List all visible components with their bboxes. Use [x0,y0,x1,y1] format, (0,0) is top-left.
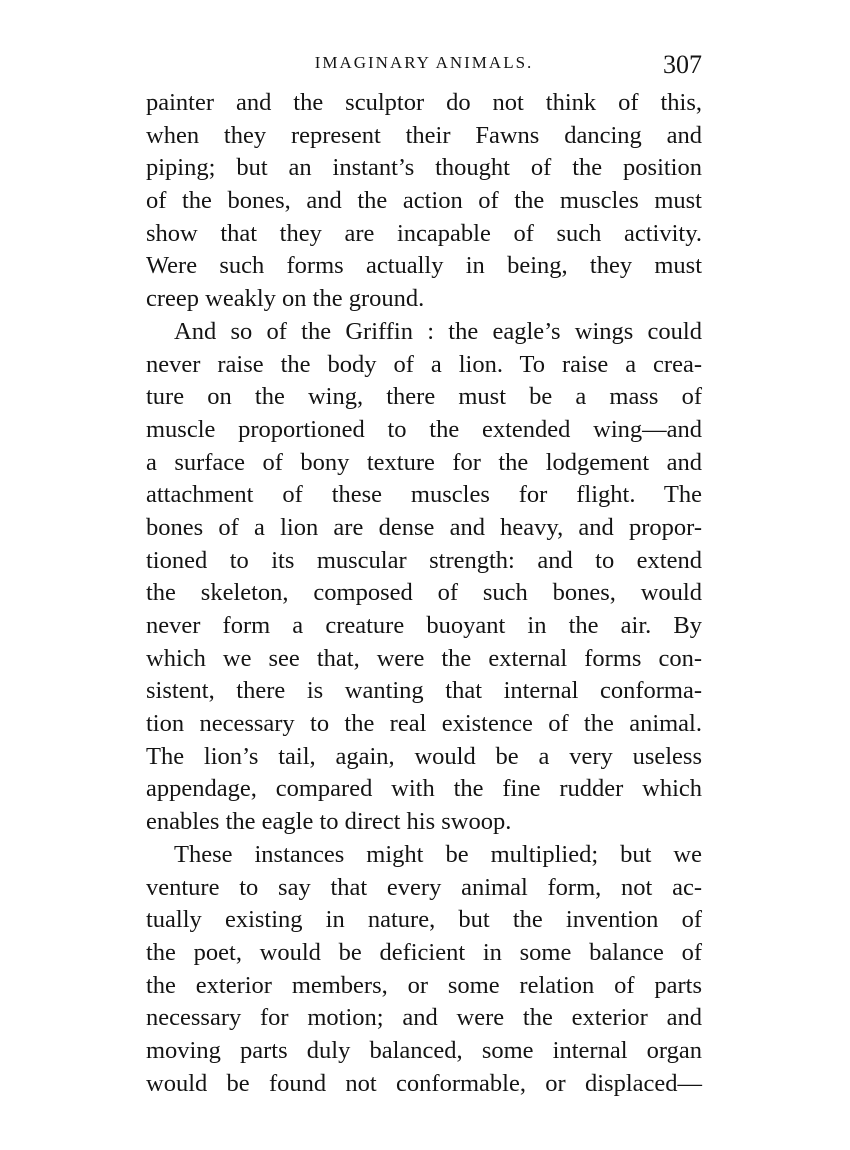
text-line: would be found not conformable, or displaced— [146,1069,702,1097]
text-line: never raise the body of a lion. To raise a crea- [146,350,702,378]
text-line: tually existing in nature, but the invention of [146,906,702,934]
text-line: The lion’s tail, again, would be a very useless [146,742,702,770]
text-line: necessary for motion; and were the exterior and [146,1004,702,1032]
text-line: which we see that, were the external forms con- [146,644,702,672]
page-number: 307 [663,50,702,79]
text-line: moving parts duly balanced, some internal organ [146,1036,702,1064]
text-line: sistent, there is wanting that internal conforma- [146,677,702,705]
text-line: Were such forms actually in being, they must [146,252,702,280]
text-line: ture on the wing, there must be a mass of [146,383,702,411]
text-line: a surface of bony texture for the lodgement and [146,448,702,476]
text-line: show that they are incapable of such activity. [146,219,702,247]
text-line: venture to say that every animal form, not ac- [146,873,702,901]
text-line: when they represent their Fawns dancing and [146,121,702,149]
text-line: never form a creature buoyant in the air. By [146,612,702,639]
text-line: tion necessary to the real existence of the animal. [146,710,702,738]
paragraph-first-line: And so of the Griffin : the eagle’s wings could [174,317,702,345]
text-line: muscle proportioned to the extended wing—and [146,415,702,443]
text-line: the exterior members, or some relation of parts [146,971,702,999]
text-line: piping; but an instant’s thought of the position [146,154,702,182]
paragraph-first-line: These instances might be multiplied; but we [174,840,702,868]
text-line: attachment of these muscles for flight. The [146,481,702,509]
text-line: appendage, compared with the fine rudder which [146,775,702,803]
running-title: IMAGINARY ANIMALS. [314,53,534,72]
text-line: enables the eagle to direct his swoop. [146,808,512,836]
text-line: bones of a lion are dense and heavy, and propor- [146,513,702,541]
text-line: painter and the sculptor do not think of this, [146,89,702,116]
text-line: creep weakly on the ground. [146,285,425,313]
text-line: tioned to its muscular strength: and to extend [146,546,702,574]
body-text [146,87,702,1100]
text-line: the skeleton, composed of such bones, would [146,579,702,607]
running-head [146,50,702,84]
text-line: of the bones, and the action of the muscles must [146,187,702,215]
text-line: the poet, would be deficient in some balance of [146,938,702,966]
